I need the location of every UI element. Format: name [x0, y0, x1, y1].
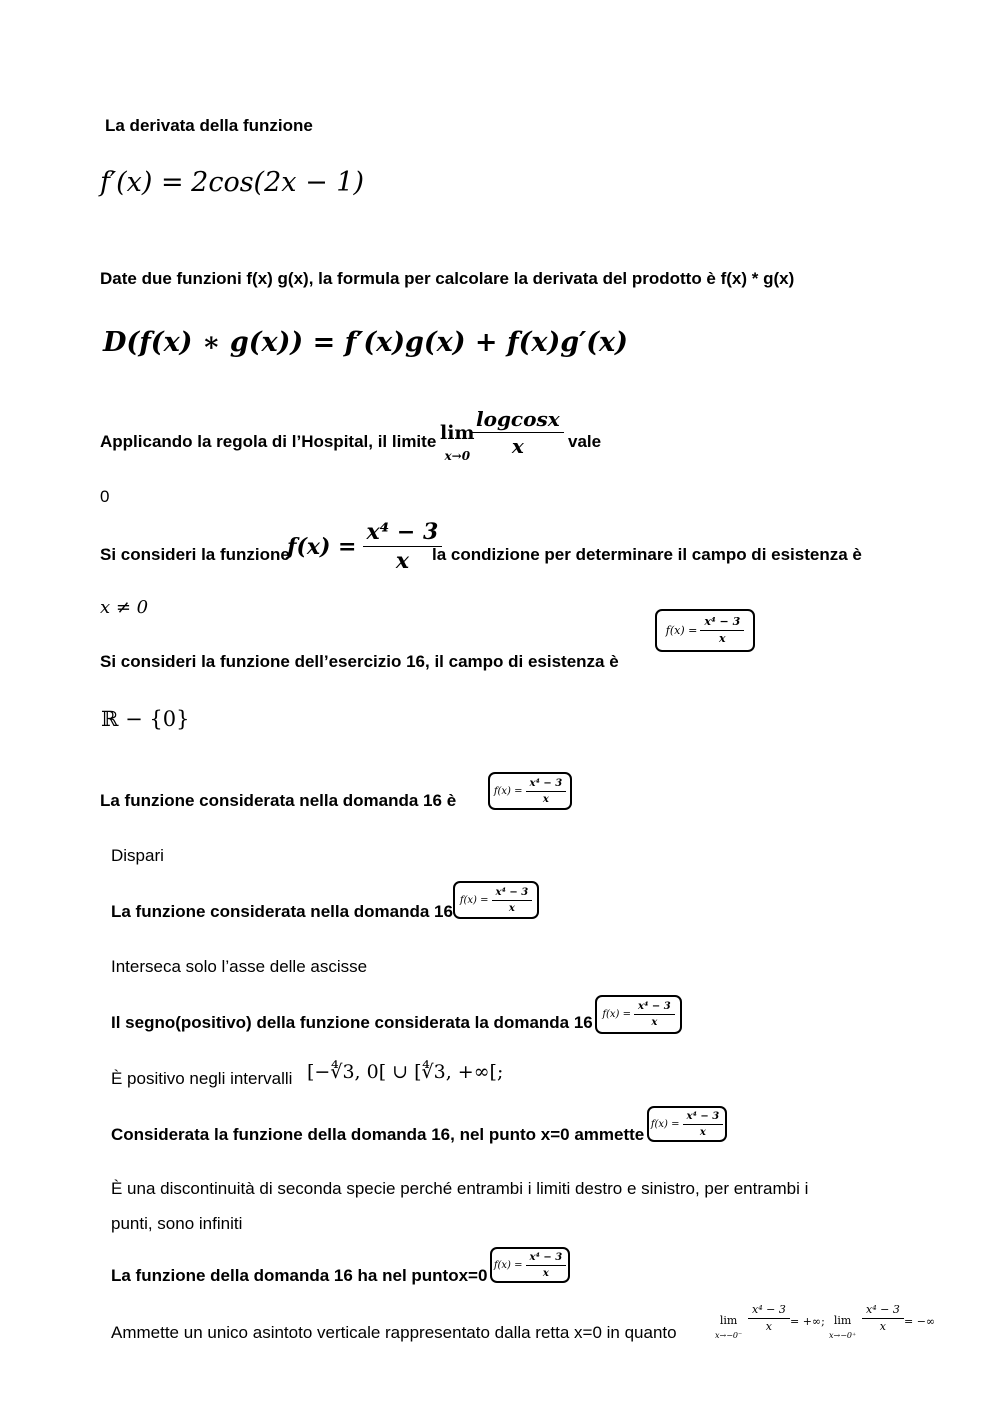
boxed-function-denominator: x — [508, 902, 515, 914]
question-domain-condition-suffix: la condizione per determinare il campo di esistenza è — [432, 545, 862, 564]
right-fraction-denominator: x — [879, 1320, 887, 1334]
limit-subscript: x→0 — [444, 449, 471, 463]
right-limit-operator: lim — [833, 1314, 852, 1327]
asymptote-left-result: = +∞; — [790, 1315, 825, 1328]
domain-function-denominator: x — [395, 548, 409, 575]
question-asymptote: La funzione della domanda 16 ha nel puntox=0 — [111, 1266, 488, 1285]
question-hospital-prefix: Applicando la regola di l’Hospital, il limite — [100, 432, 437, 451]
question-hospital-suffix: vale — [568, 432, 602, 451]
boxed-function-denominator: x — [542, 793, 549, 805]
question-sign: Il segno(positivo) della funzione considerata la domanda 16 — [111, 1013, 593, 1032]
answer-domain: ℝ − {0} — [101, 707, 190, 731]
asymptote-left-fraction — [748, 1304, 790, 1333]
hospital-denominator: x — [511, 434, 524, 458]
asymptote-left-limit — [715, 1315, 742, 1340]
asymptote-right-fraction — [862, 1304, 904, 1333]
left-limit-operator: lim — [719, 1314, 738, 1327]
boxed-function-denominator: x — [719, 632, 726, 645]
boxed-function-formula — [490, 1247, 570, 1283]
boxed-function-numerator: x⁴ − 3 — [634, 1001, 675, 1015]
answer-hospital-value: 0 — [100, 487, 110, 506]
question-intersections: La funzione considerata nella domanda 16 — [111, 902, 453, 921]
domain-function-numerator: x⁴ − 3 — [363, 520, 443, 547]
answer-product-rule-formula: D(f(x) ∗ g(x)) = f′(x)g(x) + f(x)g′(x) — [103, 327, 628, 358]
boxed-function-lhs: f(x) = — [493, 1259, 523, 1271]
boxed-function-denominator: x — [651, 1017, 658, 1028]
boxed-function-numerator: x⁴ − 3 — [526, 778, 567, 792]
right-limit-subscript: x→−0⁺ — [829, 1331, 857, 1340]
answer-parity: Dispari — [111, 846, 164, 865]
left-limit-subscript: x→−0⁻ — [715, 1331, 743, 1340]
answer-discontinuity-line1: È una discontinuità di seconda specie perché entrambi i limiti destro e sinistro, per entrambi i — [111, 1179, 809, 1198]
answer-sign-prefix: È positivo negli intervalli — [111, 1069, 293, 1088]
question-derivative-function: La derivata della funzione — [105, 116, 313, 135]
boxed-function-numerator: x⁴ − 3 — [526, 1252, 567, 1266]
asymptote-right-limit — [829, 1315, 856, 1340]
boxed-function-formula — [655, 609, 755, 652]
boxed-function-numerator: x⁴ − 3 — [700, 616, 744, 631]
hospital-numerator: logcosx — [472, 408, 564, 433]
boxed-function-formula — [488, 772, 572, 810]
boxed-function-formula — [453, 881, 539, 919]
derivative-rhs: 2cos(2x − 1) — [191, 167, 364, 198]
left-fraction-numerator: x⁴ − 3 — [748, 1304, 790, 1319]
right-fraction-numerator: x⁴ − 3 — [862, 1304, 904, 1319]
question-product-rule: Date due funzioni f(x) g(x), la formula per calcolare la derivata del prodotto è f(x) * g(x) — [100, 269, 795, 288]
boxed-function-lhs: f(x) = — [602, 1009, 632, 1020]
hospital-fraction — [472, 408, 564, 457]
answer-sign-interval: [−∜3, 0[ ∪ [∜3, +∞[; — [307, 1061, 504, 1083]
question-discontinuity: Considerata la funzione della domanda 16, nel punto x=0 ammette — [111, 1125, 645, 1144]
boxed-function-lhs: f(x) = — [650, 1118, 680, 1130]
answer-asymptote-prefix: Ammette un unico asintoto verticale rappresentato dalla retta x=0 in quanto — [111, 1323, 677, 1342]
asymptote-right-result: = −∞ — [904, 1315, 936, 1328]
boxed-function-denominator: x — [699, 1126, 706, 1138]
limit-operator: lim — [440, 422, 475, 444]
boxed-function-numerator: x⁴ − 3 — [683, 1111, 724, 1125]
answer-derivative-formula — [100, 167, 364, 198]
boxed-function-lhs: f(x) = — [665, 624, 698, 637]
answer-domain-condition: x ≠ 0 — [100, 597, 149, 618]
hospital-limit — [440, 424, 475, 463]
left-fraction-denominator: x — [765, 1320, 773, 1334]
boxed-function-numerator: x⁴ − 3 — [492, 887, 533, 901]
derivative-lhs: f′(x) = — [100, 167, 184, 198]
question-domain: Si consideri la funzione dell’esercizio 16, il campo di esistenza è — [100, 652, 619, 671]
boxed-function-formula — [595, 995, 682, 1034]
answer-intersections: Interseca solo l’asse delle ascisse — [111, 957, 368, 976]
question-parity: La funzione considerata nella domanda 16 è — [100, 791, 457, 810]
boxed-function-lhs: f(x) = — [459, 894, 489, 906]
answer-discontinuity-line2: punti, sono infiniti — [111, 1214, 243, 1233]
boxed-function-denominator: x — [542, 1267, 549, 1279]
boxed-function-lhs: f(x) = — [493, 785, 523, 797]
domain-function-lhs: f(x) = — [287, 533, 357, 560]
boxed-function-formula — [647, 1106, 727, 1142]
question-domain-condition-prefix: Si consideri la funzione — [100, 545, 290, 564]
domain-function-formula — [287, 520, 442, 573]
